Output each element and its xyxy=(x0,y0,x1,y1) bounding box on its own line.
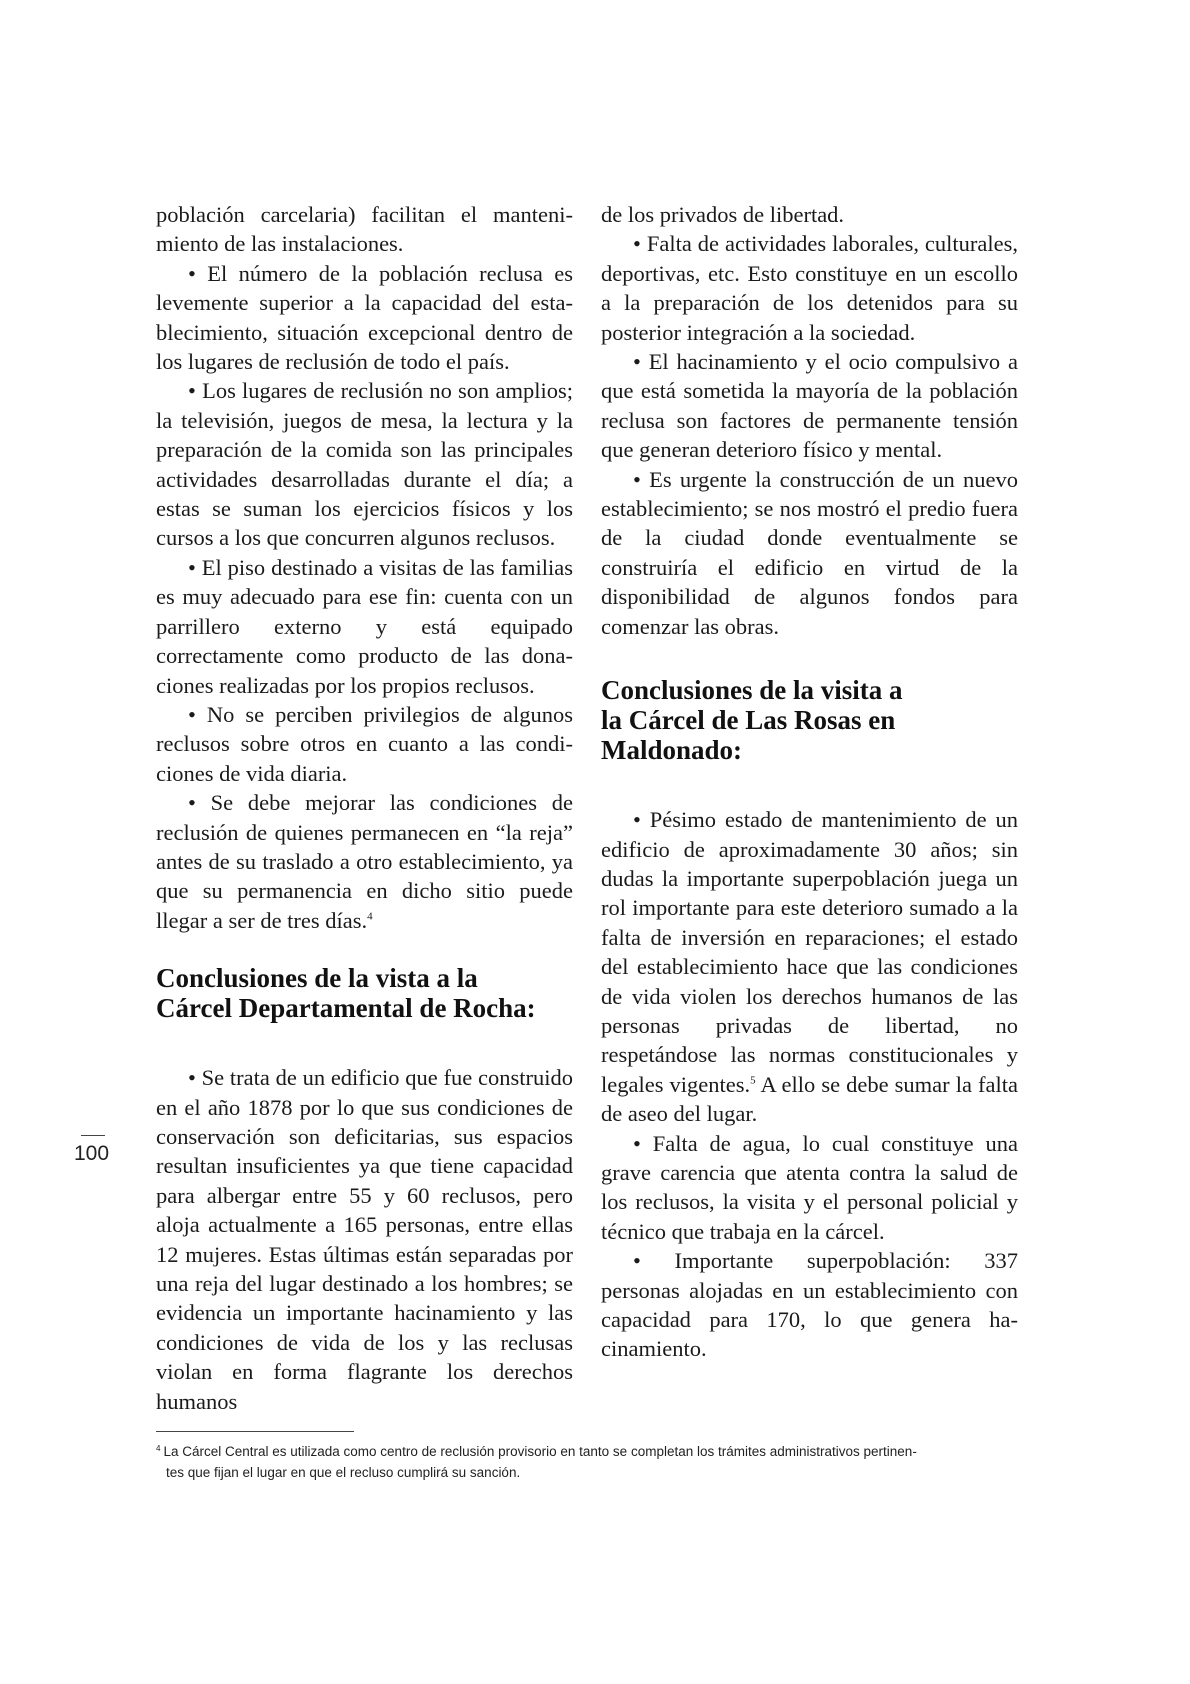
footnote-reference[interactable]: 5 xyxy=(750,1074,756,1087)
page-number: 100 xyxy=(74,1142,110,1165)
right-column xyxy=(601,200,1018,1364)
bullet-paragraph: • Importante superpoblación: 337 personas alojadas en un establecimiento con capacidad para 170, lo que genera hacinamiento. xyxy=(601,1248,1018,1362)
paragraph-text: • Se debe mejorar las condiciones de reclusión de quienes permanecen en “la reja” antes de su traslado a otro establecimiento, ya que su permanencia en dicho sitio puede llegar a ser de tres días. xyxy=(156,790,573,933)
heading-line: la Cárcel de Las Rosas en xyxy=(601,705,896,736)
heading-line: Cárcel Departamental de Rocha: xyxy=(156,993,536,1024)
bullet-paragraph: • No se perciben privilegios de algunos reclusos sobre otros en cuanto a las condiciones de vida diaria. xyxy=(156,701,573,786)
footnote-mark: 4 xyxy=(156,1443,161,1453)
bullet-paragraph: • El piso destinado a visitas de las familias es muy adecuado para ese fin: cuenta con un parrillero externo y está equipado correctamente como producto de las donaciones realizadas por los propios reclusos. xyxy=(156,554,573,698)
paragraph: de los privados de libertad. xyxy=(601,202,845,227)
bullet-paragraph: • Falta de actividades laborales, culturales, deportivas, etc. Esto constituye en un escollo a la preparación de los detenidos para su posterior integración a la sociedad. xyxy=(601,231,1018,345)
heading-line: Maldonado: xyxy=(601,735,743,766)
bullet-paragraph: • Se trata de un edificio que fue construido en el año 1878 por lo que sus condiciones de conservación son deficitarias, sus espacios resultan insuficientes ya que tiene capacidad para albergar entre 55 y 60 reclusos, pero aloja actualmente a 165 personas, entre ellas 12 mujeres. Estas últimas están separadas por una reja del lugar destinado a los hombres; se evidencia un importante hacinamiento y las condiciones de vida de los y las reclusas violan en forma flagrante los derechos humanos xyxy=(156,1065,573,1414)
section-heading-rocha xyxy=(156,963,573,1023)
paragraph-text: • Pésimo estado de mantenimiento de un edificio de aproximadamente 30 años; sin dudas la importante superpoblación juega un rol importante para este deterioro sumado a la falta de inversión en reparaciones; el estado del establecimiento hace que las condiciones de vida violen los derechos humanos de las personas privadas de libertad, no respetándose las normas constitucionales y legales vigentes. xyxy=(601,807,1018,1097)
bullet-paragraph: • Es urgente la construcción de un nuevo establecimiento; se nos mostró el predio fuera de la ciudad donde eventualmente se construiría el edificio en virtud de la disponibilidad de algunos fondos para comenzar las obras. xyxy=(601,466,1018,639)
paragraph-text: A ello se debe sumar la falta de aseo del lugar. xyxy=(601,1071,1018,1127)
footnote-divider xyxy=(156,1431,354,1432)
paragraph: población carcelaria) facilitan el mantenimiento de las instalaciones. xyxy=(156,202,573,257)
heading-line: Conclusiones de la visita a xyxy=(601,675,903,706)
left-column xyxy=(156,200,573,1416)
heading-line: Conclusiones de la vista a la xyxy=(156,963,478,994)
footnote-line xyxy=(156,1441,1018,1462)
bullet-paragraph: • Falta de agua, lo cual constituye una grave carencia que atenta contra la salud de los reclusos, la visita y el personal policial y técnico que trabaja en la cárcel. xyxy=(601,1130,1018,1244)
bullet-paragraph: • Los lugares de reclusión no son amplios; la televisión, juegos de mesa, la lectura y la preparación de la comida son las principales actividades desarrolladas durante el día; a estas se suman los ejercicios físicos y los cursos a los que concurren algunos reclusos. xyxy=(156,378,573,551)
bullet-paragraph: • El hacinamiento y el ocio compulsivo a que está sometida la mayoría de la población reclusa son factores de permanente tensión que generan deterioro físico y mental. xyxy=(601,349,1018,463)
footnote-text: La Cárcel Central es utilizada como centro de reclusión provisorio en tanto se completan los trámites administrativos pertinen- xyxy=(163,1444,917,1459)
footnote-line: tes que fijan el lugar en que el recluso cumplirá su sanción. xyxy=(166,1465,521,1480)
bullet-paragraph xyxy=(156,788,573,935)
bullet-paragraph xyxy=(601,805,1018,1128)
section-heading-maldonado xyxy=(601,675,1018,765)
footnote-reference[interactable]: 4 xyxy=(367,910,373,923)
bullet-paragraph: • El número de la población reclusa es levemente superior a la capacidad del establecimiento, situación excepcional dentro de los lugares de reclusión de todo el país. xyxy=(156,260,573,375)
page-number-rule xyxy=(81,1135,105,1136)
footnote xyxy=(156,1441,1018,1483)
